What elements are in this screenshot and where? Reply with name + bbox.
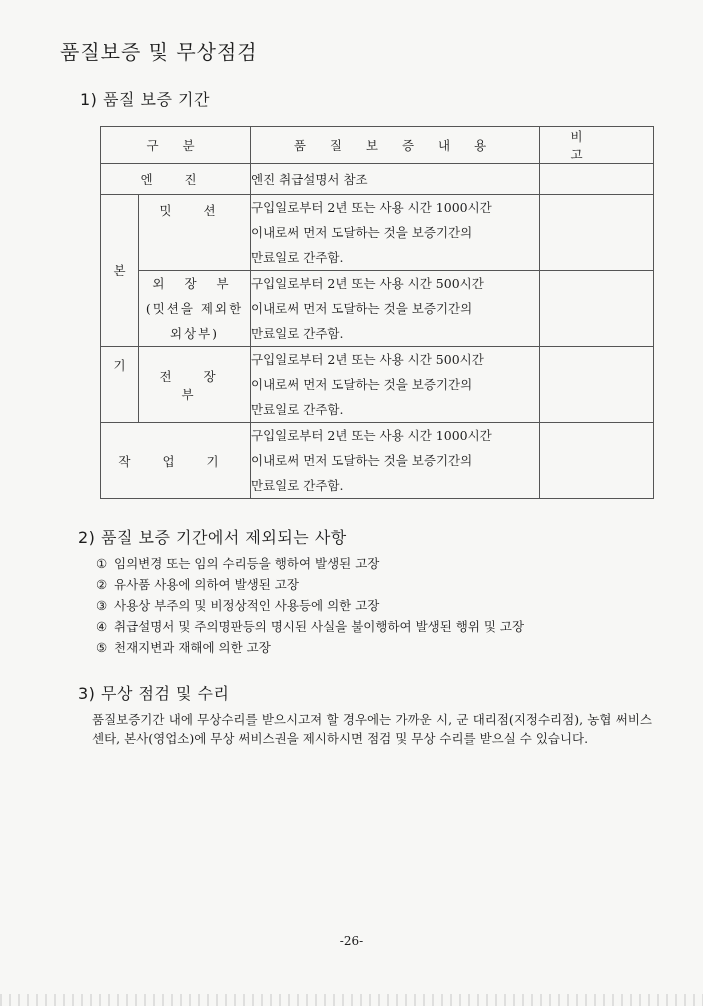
content-line: 구입일로부터 2년 또는 사용 시간 1000시간 (251, 428, 492, 443)
header-content: 품 질 보 증 내 용 (251, 127, 540, 164)
item-number: ① (96, 556, 108, 571)
content-line: 만료일로 간주함. (251, 326, 344, 341)
free-service-paragraph: 품질보증기간 내에 무상수리를 받으시고져 할 경우에는 가까운 시, 군 대리점(지정수리점), 농협 써비스센타, 본사(영업소)에 무상 써비스권을 제시하시면 점검 및 무상 수리를 받으실 수 있습니다. (92, 712, 652, 746)
table-row (101, 164, 654, 195)
header-remarks: 비 고 (540, 127, 654, 164)
row-label-implement: 작 업 기 (101, 423, 251, 499)
label-line: 외상부) (169, 326, 220, 341)
body-label-top: 본 (101, 195, 139, 347)
row-content-electrical (251, 347, 540, 423)
page-number: -26- (339, 934, 364, 948)
content-line: 만료일로 간주함. (251, 402, 344, 417)
row-content-engine: 엔진 취급설명서 참조 (251, 164, 540, 195)
item-text: 유사품 사용에 의하여 발생된 고장 (114, 577, 299, 592)
remarks-cell (540, 164, 654, 195)
row-label-electrical: 전 장 부 (139, 347, 251, 423)
content-line: 구입일로부터 2년 또는 사용 시간 500시간 (251, 352, 484, 367)
section-heading-exclusions: 2) 품질 보증 기간에서 제외되는 사항 (78, 528, 347, 547)
item-text: 취급설명서 및 주의명판등의 명시된 사실을 불이행하여 발생된 행위 및 고장 (114, 619, 525, 634)
row-label-exterior (139, 271, 251, 347)
scan-edge-marks (0, 994, 703, 1006)
label-line: 외 장 부 (152, 276, 237, 291)
content-line: 구입일로부터 2년 또는 사용 시간 500시간 (251, 276, 484, 291)
item-number: ④ (96, 619, 108, 634)
list-item (96, 637, 524, 658)
warranty-table (100, 126, 654, 499)
section-heading-free-inspection: 3) 무상 점검 및 수리 (78, 684, 230, 703)
content-line: 이내로써 먼저 도달하는 것을 보증기간의 (251, 301, 473, 316)
content-line: 이내로써 먼저 도달하는 것을 보증기간의 (251, 377, 473, 392)
item-text: 천재지변과 재해에 의한 고장 (114, 640, 271, 655)
row-content-implement (251, 423, 540, 499)
content-line: 이내로써 먼저 도달하는 것을 보증기간의 (251, 225, 473, 240)
table-row (101, 195, 654, 271)
list-item (96, 553, 524, 574)
table-row (101, 423, 654, 499)
content-line: 구입일로부터 2년 또는 사용 시간 1000시간 (251, 200, 492, 215)
item-number: ⑤ (96, 640, 108, 655)
body-label-bottom: 기 (101, 347, 139, 423)
label-line: (밋션을 제외한 (145, 301, 244, 316)
section-heading-warranty-period: 1) 품질 보증 기간 (80, 90, 210, 109)
row-label-mission: 밋 션 (139, 195, 251, 271)
list-item (96, 595, 524, 616)
remarks-cell (540, 347, 654, 423)
row-content-mission (251, 195, 540, 271)
row-label-engine: 엔 진 (101, 164, 251, 195)
header-category: 구 분 (101, 127, 251, 164)
item-text: 사용상 부주의 및 비정상적인 사용등에 의한 고장 (114, 598, 380, 613)
exclusion-list (96, 553, 524, 658)
list-item (96, 574, 524, 595)
row-content-exterior (251, 271, 540, 347)
item-number: ② (96, 577, 108, 592)
remarks-cell (540, 271, 654, 347)
remarks-cell (540, 423, 654, 499)
content-line: 만료일로 간주함. (251, 478, 344, 493)
item-number: ③ (96, 598, 108, 613)
table-row (101, 271, 654, 347)
table-header-row (101, 127, 654, 164)
item-text: 임의변경 또는 임의 수리등을 행하여 발생된 고장 (114, 556, 380, 571)
list-item (96, 616, 524, 637)
table-row (101, 347, 654, 423)
page-title: 품질보증 및 무상점검 (60, 40, 258, 64)
remarks-cell (540, 195, 654, 271)
content-line: 이내로써 먼저 도달하는 것을 보증기간의 (251, 453, 473, 468)
content-line: 만료일로 간주함. (251, 250, 344, 265)
